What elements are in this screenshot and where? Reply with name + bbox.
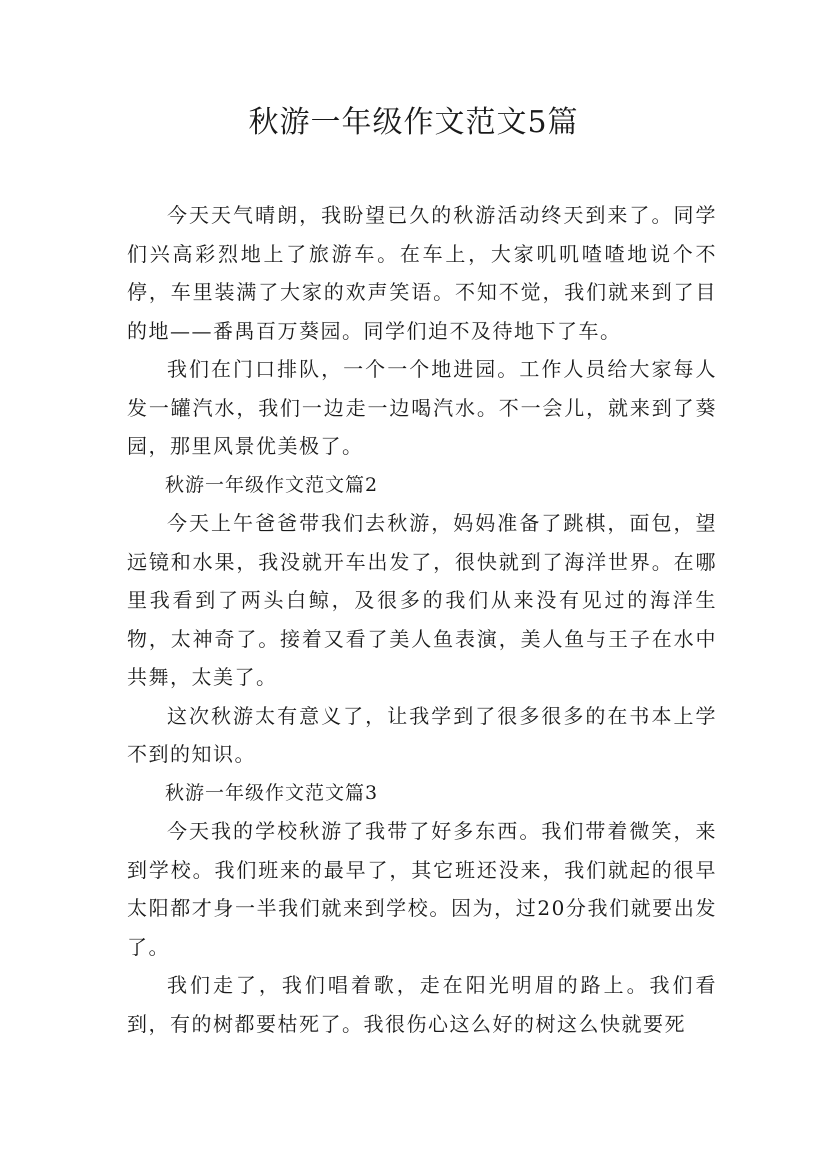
paragraph: 我们在门口排队，一个一个地进园。工作人员给大家每人发一罐汽水，我们一边走一边喝汽水。不一会儿，就来到了葵园，那里风景优美极了。 <box>127 357 717 458</box>
paragraph: 这次秋游太有意义了，让我学到了很多很多的在书本上学不到的知识。 <box>127 703 717 766</box>
paragraph: 今天上午爸爸带我们去秋游，妈妈准备了跳棋，面包，望远镜和水果，我没就开车出发了，很快就到了海洋世界。在哪里我看到了两头白鲸，及很多的我们从来没有见过的海洋生物，太神奇了。接着又看了美人鱼表演，美人鱼与王子在水中共舞，太美了。 <box>127 511 717 689</box>
paragraph: 我们走了，我们唱着歌，走在阳光明眉的路上。我们看到，有的树都要枯死了。我很伤心这么好的树这么快就要死 <box>127 973 717 1036</box>
section-heading: 秋游一年级作文范文篇3 <box>165 781 379 804</box>
document-title: 秋游一年级作文范文5篇 <box>248 105 579 140</box>
paragraph: 今天我的学校秋游了我带了好多东西。我们带着微笑，来到学校。我们班来的最早了，其它班还没来，我们就起的很早太阳都才身一半我们就来到学校。因为，过20分我们就要出发了。 <box>127 819 717 959</box>
document-body <box>127 196 717 1043</box>
paragraph: 今天天气晴朗，我盼望已久的秋游活动终天到来了。同学们兴高彩烈地上了旅游车。在车上，大家叽叽喳喳地说个不停，车里装满了大家的欢声笑语。不知不觉，我们就来到了目的地——番禺百万葵园。同学们迫不及待地下了车。 <box>127 203 717 343</box>
section-heading: 秋游一年级作文范文篇2 <box>165 473 379 496</box>
